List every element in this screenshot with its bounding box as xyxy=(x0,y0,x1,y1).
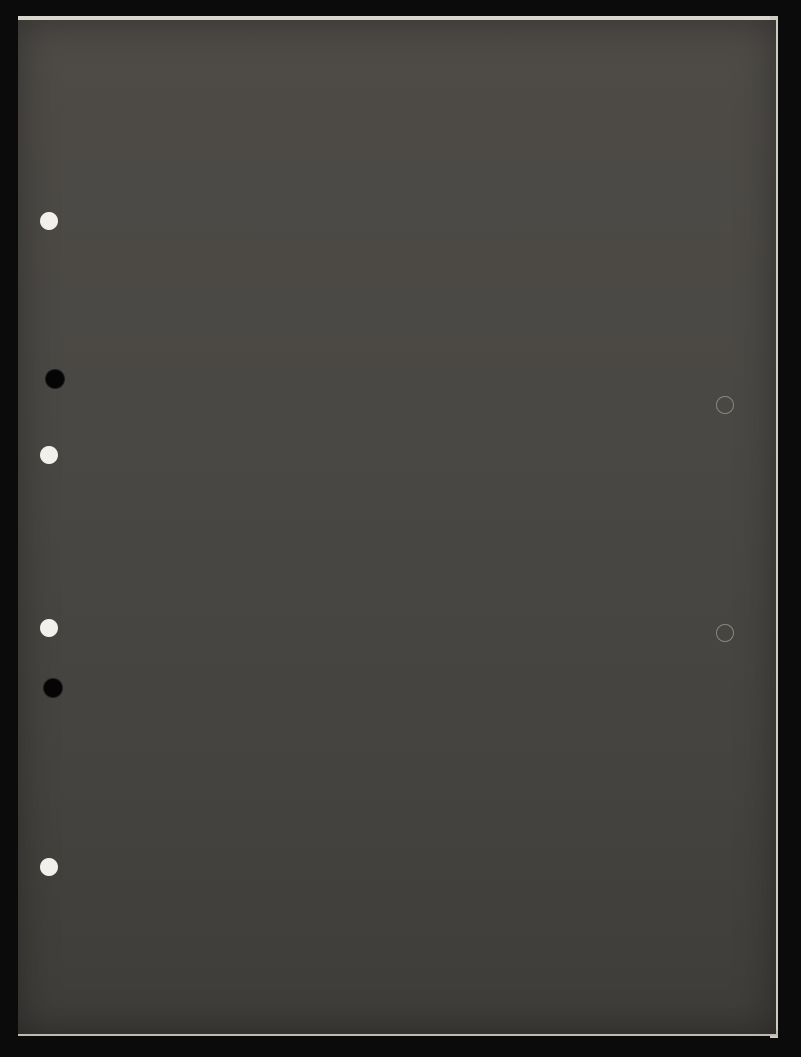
document-page xyxy=(18,20,776,1034)
punch-hole-ring-icon xyxy=(716,624,734,642)
punch-hole-black-icon xyxy=(46,370,64,388)
handwritten-reference-note xyxy=(663,38,748,98)
punch-hole-black-icon xyxy=(44,679,62,697)
punch-hole-white-icon xyxy=(40,619,58,637)
punch-hole-ring-icon xyxy=(716,396,734,414)
punch-hole-white-icon xyxy=(40,858,58,876)
punch-hole-white-icon xyxy=(40,212,58,230)
punch-hole-white-icon xyxy=(40,446,58,464)
